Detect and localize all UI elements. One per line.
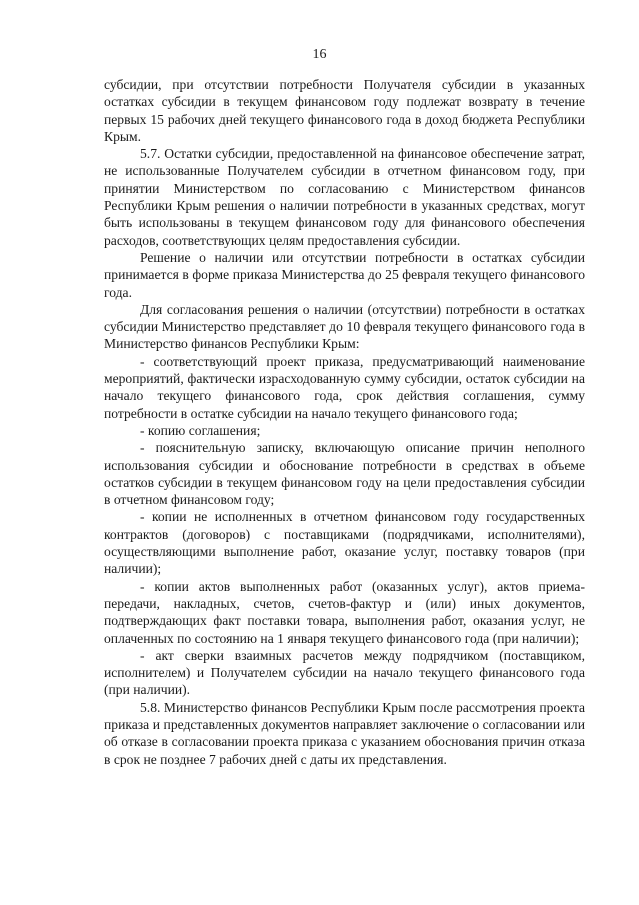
list-item-acts-copies: - копии актов выполненных работ (оказанных услуг), актов приема-передачи, накладных, счетов, счетов-фактур и (или) иных документов, подтверждающих факт поставки товара, выполнения работ, оказания услуг, не оплаченных по состоянию на 1 января текущего финансового года (при наличии); xyxy=(104,578,585,646)
list-item-draft-order: - соответствующий проект приказа, предусматривающий наименование мероприятий, фактически израсходованную сумму субсидии, остаток субсидии на начало текущего финансового года, срок действия соглашения, сумму потребности в остатке субсидии на начало текущего финансового года; xyxy=(104,353,585,421)
list-item-explanatory-note: - пояснительную записку, включающую описание причин неполного использования субсидии и обоснование потребности в средствах в объеме остатков субсидии в текущем финансовом году на цели предоставления субсидии в отчетном финансовом году; xyxy=(104,440,585,508)
list-item-contract-copies: - копии не исполненных в отчетном финансовом году государственных контрактов (договоров) с поставщиками (подрядчиками, исполнителями), осуществляющими выполнение работ, оказание услуг, поставку товаров (при наличии); xyxy=(104,509,585,577)
document-body xyxy=(104,76,585,768)
paragraph-continuation: субсидии, при отсутствии потребности Получателя субсидии в указанных остатках субсидии в текущем финансовом году подлежат возврату в течение первых 15 рабочих дней текущего финансового года в доход бюджета Республики Крым. xyxy=(104,77,585,144)
list-item-agreement-copy: - копию соглашения; xyxy=(140,422,261,438)
paragraph-approval-docs-intro: Для согласования решения о наличии (отсутствии) потребности в остатках субсидии Министерство представляет до 10 февраля текущего финансового года в Министерство финансов Республики Крым: xyxy=(104,301,585,352)
page-number: 16 xyxy=(312,47,327,62)
paragraph-section-5-8: 5.8. Министерство финансов Республики Крым после рассмотрения проекта приказа и представленных документов направляет заключение о согласовании или об отказе в согласовании проекта приказа с указанием обоснования причин отказа в срок не позднее 7 рабочих дней с даты их представления. xyxy=(104,699,585,767)
paragraph-decision: Решение о наличии или отсутствии потребности в остатках субсидии принимается в форме приказа Министерства до 25 февраля текущего финансового года. xyxy=(104,249,585,300)
paragraph-section-5-7: 5.7. Остатки субсидии, предоставленной на финансовое обеспечение затрат, не использованные Получателем субсидии в отчетном финансовом году, при принятии Министерством по согласованию с Министерством финансов Республики Крым решения о наличии потребности в указанных средствах, могут быть использованы в текущем финансовом году для финансового обеспечения расходов, соответствующих целям предоставления субсидии. xyxy=(104,146,585,248)
list-item-reconciliation-act: - акт сверки взаимных расчетов между подрядчиком (поставщиком, исполнителем) и Получателем субсидии на начало текущего финансового года (при наличии). xyxy=(104,647,585,698)
